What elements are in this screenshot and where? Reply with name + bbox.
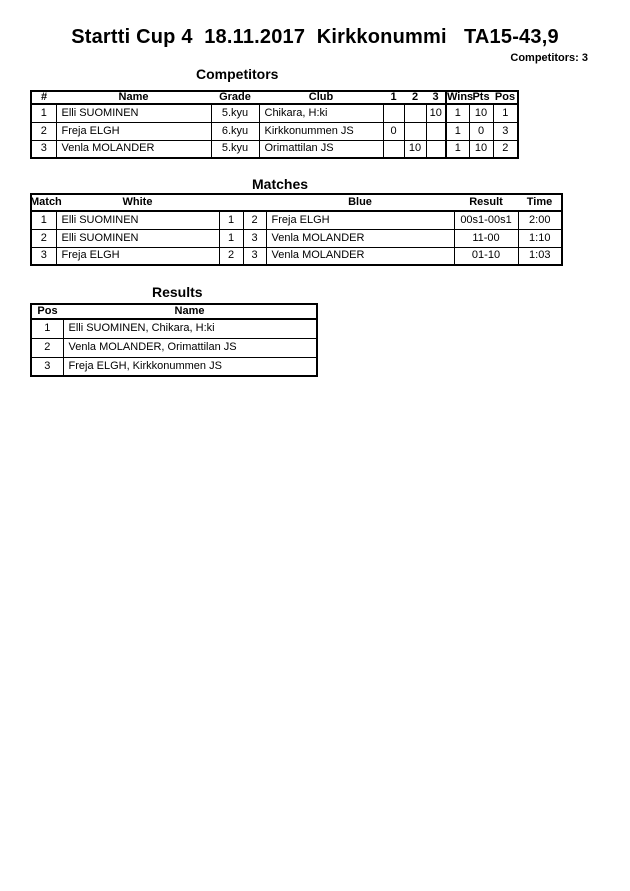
blue-competitor-number: 3 <box>243 229 266 247</box>
col-header-white: White <box>56 194 219 211</box>
white-competitor-name: Elli SUOMINEN <box>56 211 219 229</box>
blue-competitor-name: Venla MOLANDER <box>266 229 454 247</box>
col-header-opponent-3: 3 <box>426 91 446 104</box>
competitor-wins: 1 <box>446 122 469 140</box>
match-number: 2 <box>31 229 56 247</box>
blue-competitor-name: Venla MOLANDER <box>266 247 454 265</box>
result-pos: 3 <box>31 357 63 376</box>
score-vs-2 <box>404 104 426 122</box>
result-name: Venla MOLANDER, Orimattilan JS <box>63 338 317 357</box>
competitor-grade: 5.kyu <box>211 140 259 158</box>
competitor-name: Venla MOLANDER <box>56 140 211 158</box>
result-name: Elli SUOMINEN, Chikara, H:ki <box>63 319 317 338</box>
score-vs-3 <box>426 122 446 140</box>
match-row <box>31 247 562 265</box>
result-pos: 2 <box>31 338 63 357</box>
col-header-opponent-1: 1 <box>383 91 404 104</box>
competitor-pos: 3 <box>493 122 518 140</box>
match-time: 1:10 <box>518 229 562 247</box>
col-header-time: Time <box>518 194 562 211</box>
competitor-count-label: Competitors: 3 <box>510 52 588 64</box>
matches-heading: Matches <box>252 176 309 192</box>
competitor-row <box>31 140 518 158</box>
match-row <box>31 229 562 247</box>
match-result: 00s1-00s1 <box>454 211 518 229</box>
result-row <box>31 357 317 376</box>
competitor-name: Freja ELGH <box>56 122 211 140</box>
white-competitor-name: Elli SUOMINEN <box>56 229 219 247</box>
col-header-number: # <box>31 91 56 104</box>
match-result: 01-10 <box>454 247 518 265</box>
competitor-row <box>31 122 518 140</box>
competitor-grade: 5.kyu <box>211 104 259 122</box>
score-vs-2: 10 <box>404 140 426 158</box>
competitor-number: 3 <box>31 140 56 158</box>
blue-competitor-name: Freja ELGH <box>266 211 454 229</box>
white-competitor-number: 2 <box>219 247 243 265</box>
col-header-pos: Pos <box>493 91 518 104</box>
score-vs-1: 0 <box>383 122 404 140</box>
blue-competitor-number: 2 <box>243 211 266 229</box>
competitor-grade: 6.kyu <box>211 122 259 140</box>
match-time: 1:03 <box>518 247 562 265</box>
col-header-wins: Wins <box>447 91 474 103</box>
score-vs-3 <box>426 140 446 158</box>
match-result: 11-00 <box>454 229 518 247</box>
match-row <box>31 211 562 229</box>
score-vs-2 <box>404 122 426 140</box>
competitor-pts: 10 <box>469 104 493 122</box>
results-header-row <box>31 304 317 319</box>
competitor-wins: 1 <box>446 104 469 122</box>
competitor-club: Chikara, H:ki <box>259 104 383 122</box>
col-header-opponent-2: 2 <box>404 91 426 104</box>
competitor-number: 1 <box>31 104 56 122</box>
page-title: Startti Cup 4 18.11.2017 Kirkkonummi TA15-43,9 <box>71 26 559 48</box>
competitor-row <box>31 104 518 122</box>
col-header-pts: Pts <box>469 91 493 104</box>
col-header-white-number <box>219 194 243 211</box>
competitors-table <box>30 90 519 159</box>
competitor-pos: 1 <box>493 104 518 122</box>
competitor-pts: 0 <box>469 122 493 140</box>
competitors-heading: Competitors <box>196 66 279 82</box>
match-number: 1 <box>31 211 56 229</box>
result-pos: 1 <box>31 319 63 338</box>
matches-header-row <box>31 194 562 211</box>
col-header-blue: Blue <box>266 194 454 211</box>
white-competitor-name: Freja ELGH <box>56 247 219 265</box>
score-vs-1 <box>383 104 404 122</box>
result-name: Freja ELGH, Kirkkonummen JS <box>63 357 317 376</box>
col-header-grade: Grade <box>211 91 259 104</box>
blue-competitor-number: 3 <box>243 247 266 265</box>
match-number: 3 <box>31 247 56 265</box>
match-time: 2:00 <box>518 211 562 229</box>
competitor-number: 2 <box>31 122 56 140</box>
competitor-pts: 10 <box>469 140 493 158</box>
competitor-wins: 1 <box>446 140 469 158</box>
col-header-match: Match <box>31 194 56 211</box>
white-competitor-number: 1 <box>219 211 243 229</box>
results-table <box>30 303 318 377</box>
col-header-pos: Pos <box>31 304 63 319</box>
col-header-blue-number <box>243 194 266 211</box>
competitor-name: Elli SUOMINEN <box>56 104 211 122</box>
col-header-name: Name <box>63 304 317 319</box>
competitor-club: Orimattilan JS <box>259 140 383 158</box>
competitors-header-row <box>31 91 518 104</box>
matches-table <box>30 193 563 266</box>
white-competitor-number: 1 <box>219 229 243 247</box>
result-row <box>31 319 317 338</box>
competitor-pos: 2 <box>493 140 518 158</box>
competitor-club: Kirkkonummen JS <box>259 122 383 140</box>
col-header-name: Name <box>56 91 211 104</box>
col-header-result: Result <box>454 194 518 211</box>
score-vs-1 <box>383 140 404 158</box>
col-header-club: Club <box>259 91 383 104</box>
results-heading: Results <box>152 284 203 300</box>
result-row <box>31 338 317 357</box>
score-vs-3: 10 <box>426 104 446 122</box>
